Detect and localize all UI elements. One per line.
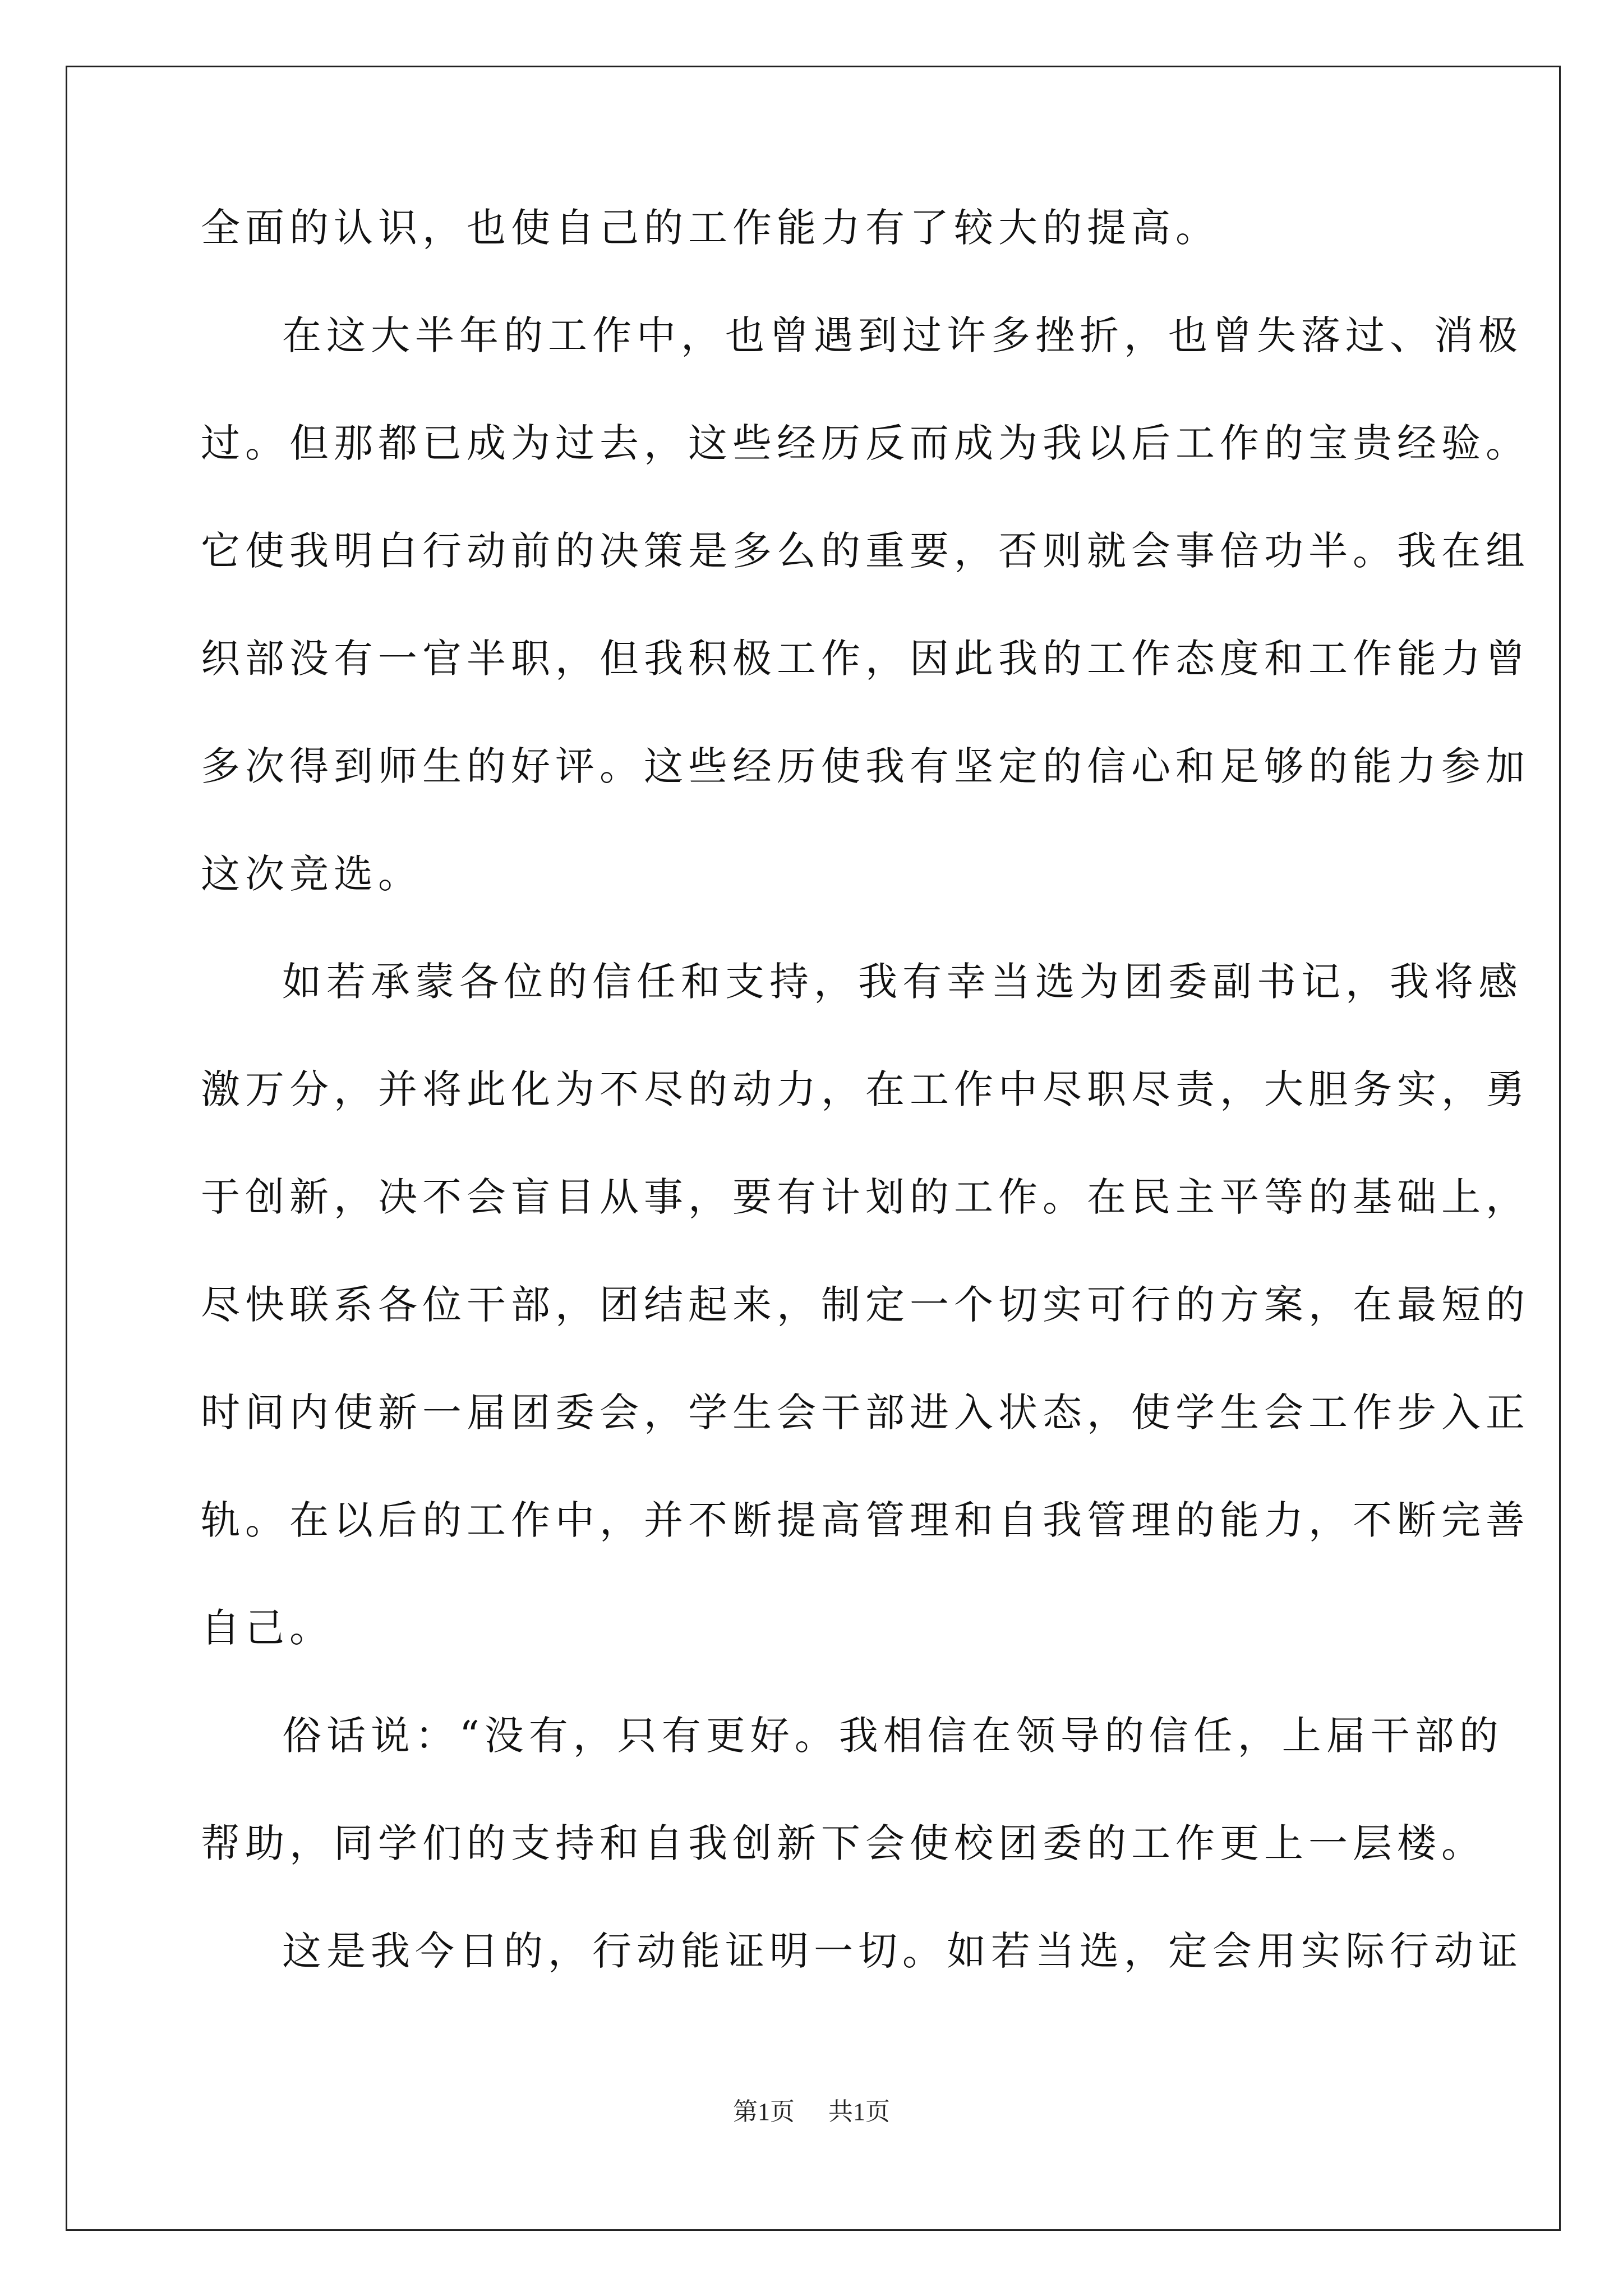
text-line: 时间内使新一届团委会，学生会干部进入状态，使学生会工作步入正 (201, 1389, 1530, 1435)
text-line: 激万分，并将此化为不尽的动力，在工作中尽职尽责，大胆务实，勇 (201, 1066, 1530, 1112)
page-total: 共1页 (828, 2098, 890, 2125)
text-line: 尽快联系各位干部，团结起来，制定一个切实可行的方案，在最短的 (201, 1282, 1530, 1328)
text-line: 在这大半年的工作中，也曾遇到过许多挫折，也曾失落过、消极 (282, 312, 1523, 358)
text-line: 这次竞选。 (201, 851, 422, 897)
page-footer (0, 2095, 1623, 2129)
text-line: 轨。在以后的工作中，并不断提高管理和自我管理的能力，不断完善 (201, 1497, 1530, 1543)
text-line: 俗话说：“没有，只有更好。我相信在领导的信任，上届干部的 (282, 1713, 1504, 1759)
text-line: 于创新，决不会盲目从事，要有计划的工作。在民主平等的基础上， (201, 1174, 1530, 1220)
text-line: 帮助，同学们的支持和自我创新下会使校团委的工作更上一层楼。 (201, 1820, 1486, 1866)
page-border (66, 66, 1561, 2231)
text-line: 全面的认识，也使自己的工作能力有了较大的提高。 (201, 205, 1220, 251)
text-line: 它使我明白行动前的决策是多么的重要，否则就会事倍功半。我在组 (201, 528, 1530, 574)
text-line: 多次得到师生的好评。这些经历使我有坚定的信心和足够的能力参加 (201, 743, 1530, 789)
page-number: 第1页 (733, 2098, 795, 2125)
text-line: 自己。 (201, 1605, 334, 1651)
text-line: 如若承蒙各位的信任和支持，我有幸当选为团委副书记，我将感 (282, 959, 1523, 1005)
text-line: 这是我今日的，行动能证明一切。如若当选，定会用实际行动证 (282, 1928, 1523, 1974)
text-line: 过。但那都已成为过去，这些经历反而成为我以后工作的宝贵经验。 (201, 420, 1530, 466)
text-line: 织部没有一官半职，但我积极工作，因此我的工作态度和工作能力曾 (201, 636, 1530, 682)
